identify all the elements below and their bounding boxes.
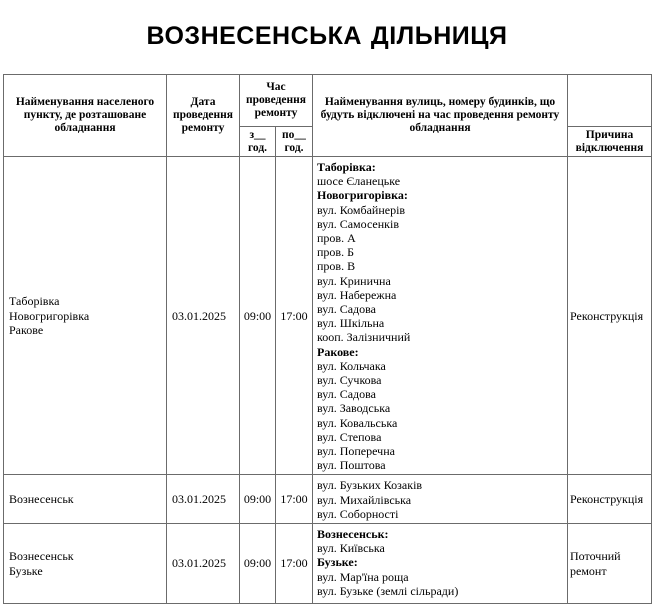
street-item: вул. Сучкова bbox=[317, 373, 382, 388]
streets-cell bbox=[313, 475, 568, 524]
time-to-cell: 17:00 bbox=[276, 475, 313, 524]
street-item: вул. Степова bbox=[317, 429, 382, 444]
street-item: пров. В bbox=[317, 259, 356, 274]
settlement-name: Вознесенськ bbox=[9, 492, 74, 507]
time-from-cell: 09:00 bbox=[240, 157, 276, 475]
table-body bbox=[4, 157, 652, 604]
street-item: вул. Ковальська bbox=[317, 415, 398, 430]
settlement-subheading: Ракове: bbox=[317, 344, 359, 359]
street-item: пров. Б bbox=[317, 245, 354, 260]
date-cell: 03.01.2025 bbox=[167, 157, 240, 475]
settlement-subheading: Бузьке: bbox=[317, 555, 358, 570]
street-item: вул. Самосенків bbox=[317, 216, 399, 231]
street-item: вул. Шкільна bbox=[317, 316, 385, 331]
time-from-cell: 09:00 bbox=[240, 475, 276, 524]
table-row bbox=[4, 475, 652, 524]
header-date: Дата проведення ремонту bbox=[167, 75, 240, 157]
street-item: кооп. Залізничний bbox=[317, 330, 411, 345]
street-item: вул. Бузьке (землі сільради) bbox=[317, 583, 459, 598]
settlement-name: Бузьке bbox=[9, 563, 43, 578]
header-to: по__ год. bbox=[276, 127, 313, 157]
settlement-cell bbox=[4, 475, 167, 524]
street-item: вул. Бузьких Козаків bbox=[317, 478, 423, 493]
street-item: вул. Комбайнерів bbox=[317, 202, 406, 217]
time-to-cell: 17:00 bbox=[276, 524, 313, 604]
settlement-subheading: Таборівка: bbox=[317, 160, 376, 174]
header-empty-cell bbox=[568, 75, 652, 127]
page-title bbox=[0, 22, 654, 51]
street-item: вул. Соборності bbox=[317, 506, 399, 521]
table-row bbox=[4, 157, 652, 475]
streets-cell bbox=[313, 524, 568, 604]
settlement-name: Таборівка bbox=[9, 294, 60, 309]
header-reason: Причина відключення bbox=[568, 127, 652, 157]
title-part-1: ВОЗНЕСЕНСЬКА bbox=[146, 22, 362, 50]
header-from: з__ год. bbox=[240, 127, 276, 157]
date-cell: 03.01.2025 bbox=[167, 524, 240, 604]
settlement-subheading: Вознесенськ: bbox=[317, 527, 389, 542]
street-item: вул. Кринична bbox=[317, 273, 391, 288]
settlement-cell bbox=[4, 524, 167, 604]
table-row bbox=[4, 524, 652, 604]
street-item: вул. Набережна bbox=[317, 287, 397, 302]
reason-cell: Реконструкція bbox=[568, 157, 652, 475]
settlement-subheading: Новогригорівка: bbox=[317, 188, 408, 203]
time-from-cell: 09:00 bbox=[240, 524, 276, 604]
street-item: вул. Михайлівська bbox=[317, 492, 412, 507]
outage-schedule-table bbox=[3, 74, 652, 604]
header-time: Час проведення ремонту bbox=[240, 75, 313, 127]
title-part-2: ДІЛЬНИЦЯ bbox=[370, 22, 508, 50]
street-item: вул. Садова bbox=[317, 387, 376, 402]
time-to-cell: 17:00 bbox=[276, 157, 313, 475]
settlement-name: Вознесенськ bbox=[9, 549, 74, 564]
header-streets: Найменування вулиць, номеру будинків, що будуть відключені на час проведення ремонту обладнання bbox=[313, 75, 568, 157]
street-item: вул. Поштова bbox=[317, 458, 386, 473]
street-item: вул. Кольчака bbox=[317, 358, 386, 373]
street-item: вул. Садова bbox=[317, 302, 376, 317]
street-item: шосе Єланецьке bbox=[317, 174, 401, 189]
street-item: вул. Поперечна bbox=[317, 444, 395, 459]
header-settlement: Найменування населеного пункту, де розташоване обладнання bbox=[4, 75, 167, 157]
street-item: вул. Київська bbox=[317, 541, 385, 556]
settlement-name: Ракове bbox=[9, 322, 44, 337]
streets-cell bbox=[313, 157, 568, 475]
settlement-cell bbox=[4, 157, 167, 475]
street-item: вул. Заводська bbox=[317, 401, 391, 416]
date-cell: 03.01.2025 bbox=[167, 475, 240, 524]
reason-cell: Реконструкція bbox=[568, 475, 652, 524]
settlement-name: Новогригорівка bbox=[9, 308, 90, 323]
street-item: вул. Мар'їна роща bbox=[317, 569, 409, 584]
reason-cell: Поточний ремонт bbox=[568, 524, 652, 604]
street-item: пров. А bbox=[317, 231, 356, 246]
